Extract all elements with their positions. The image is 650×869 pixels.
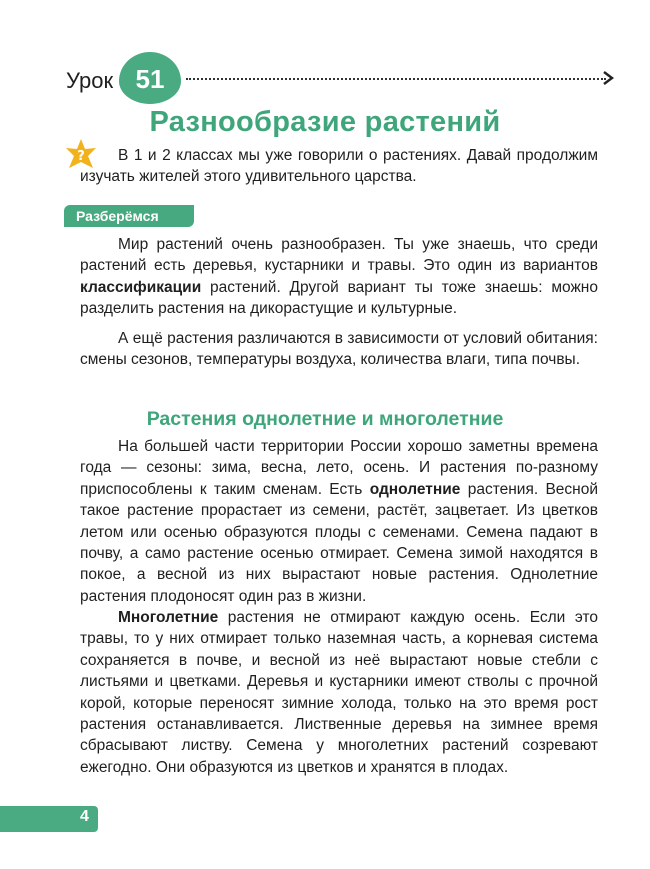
para4-text: растения не отмирают каждую осень. Если это травы, то у них отмирает только наземная часть, а корневая система сохраняется в почве, и весной из неё вырастают новые стебли с листьями и цветками. Деревья и кустарники имеют стволы с прочной корой, которые переносят зимние холода, только на это время рост растения останавливается. Лиственные деревья на зимнее время сбрасывают листву. Семена у многолетних растений созревают ежегодно. Они образуются из цветков и хранятся в плодах. (80, 609, 598, 776)
section-subtitle: Растения однолетние и многолетние (146, 408, 504, 430)
paragraph-annual (80, 436, 598, 607)
para3-text: На большей части территории России хорошо заметны времена года — сезоны: зима, весна, лето, осень. И растения по-разному приспособлены к таким сменам. Есть (80, 438, 598, 498)
intro-text: В 1 и 2 классах мы уже говорили о растениях. Давай продолжим изучать жителей этого удивительного царства. (80, 147, 598, 186)
para3-text-end: растения. Весной такое растение прорастает из семени, растёт, зацветает. Из цветков летом или осенью образуются плоды с семенами. Семена падают в почву, а само растение осенью отмирает. Семена зимой находятся в покое, а весной из них вырастают новые растения. Однолетние растения плодоносят один раз в жизни. (80, 480, 598, 605)
lesson-header (66, 52, 614, 104)
paragraph-habitat (80, 328, 598, 371)
para2-text: А ещё растения различаются в зависимости от условий обитания: смены сезонов, температуры воздуха, количества влаги, типа почвы. (80, 330, 598, 369)
svg-text:?: ? (77, 149, 85, 164)
lesson-number-badge: 51 (119, 52, 181, 104)
para3-bold-term: однолетние (369, 480, 461, 498)
arrow-right-icon (602, 71, 614, 85)
lesson-label: Урок (66, 68, 114, 93)
page-number: 4 (80, 808, 89, 825)
para1-bold-term: классификации (80, 278, 202, 296)
dotted-divider (186, 78, 606, 80)
section-tag-razberemsya: Разберёмся (64, 205, 194, 227)
para4-bold-term: Многолетние (118, 609, 219, 626)
intro-paragraph (80, 145, 598, 188)
paragraph-perennial (80, 607, 598, 778)
page-title: Разнообразие растений (149, 106, 501, 138)
para1-text-end: растений. Другой вариант ты тоже знаешь: можно разделить растения на дикорастущие и культурные. (80, 278, 598, 318)
paragraph-classification (80, 234, 598, 320)
para1-text: Мир растений очень разнообразен. Ты уже знаешь, что среди растений есть деревья, кустарники и травы. Это один из вариантов (80, 236, 598, 275)
